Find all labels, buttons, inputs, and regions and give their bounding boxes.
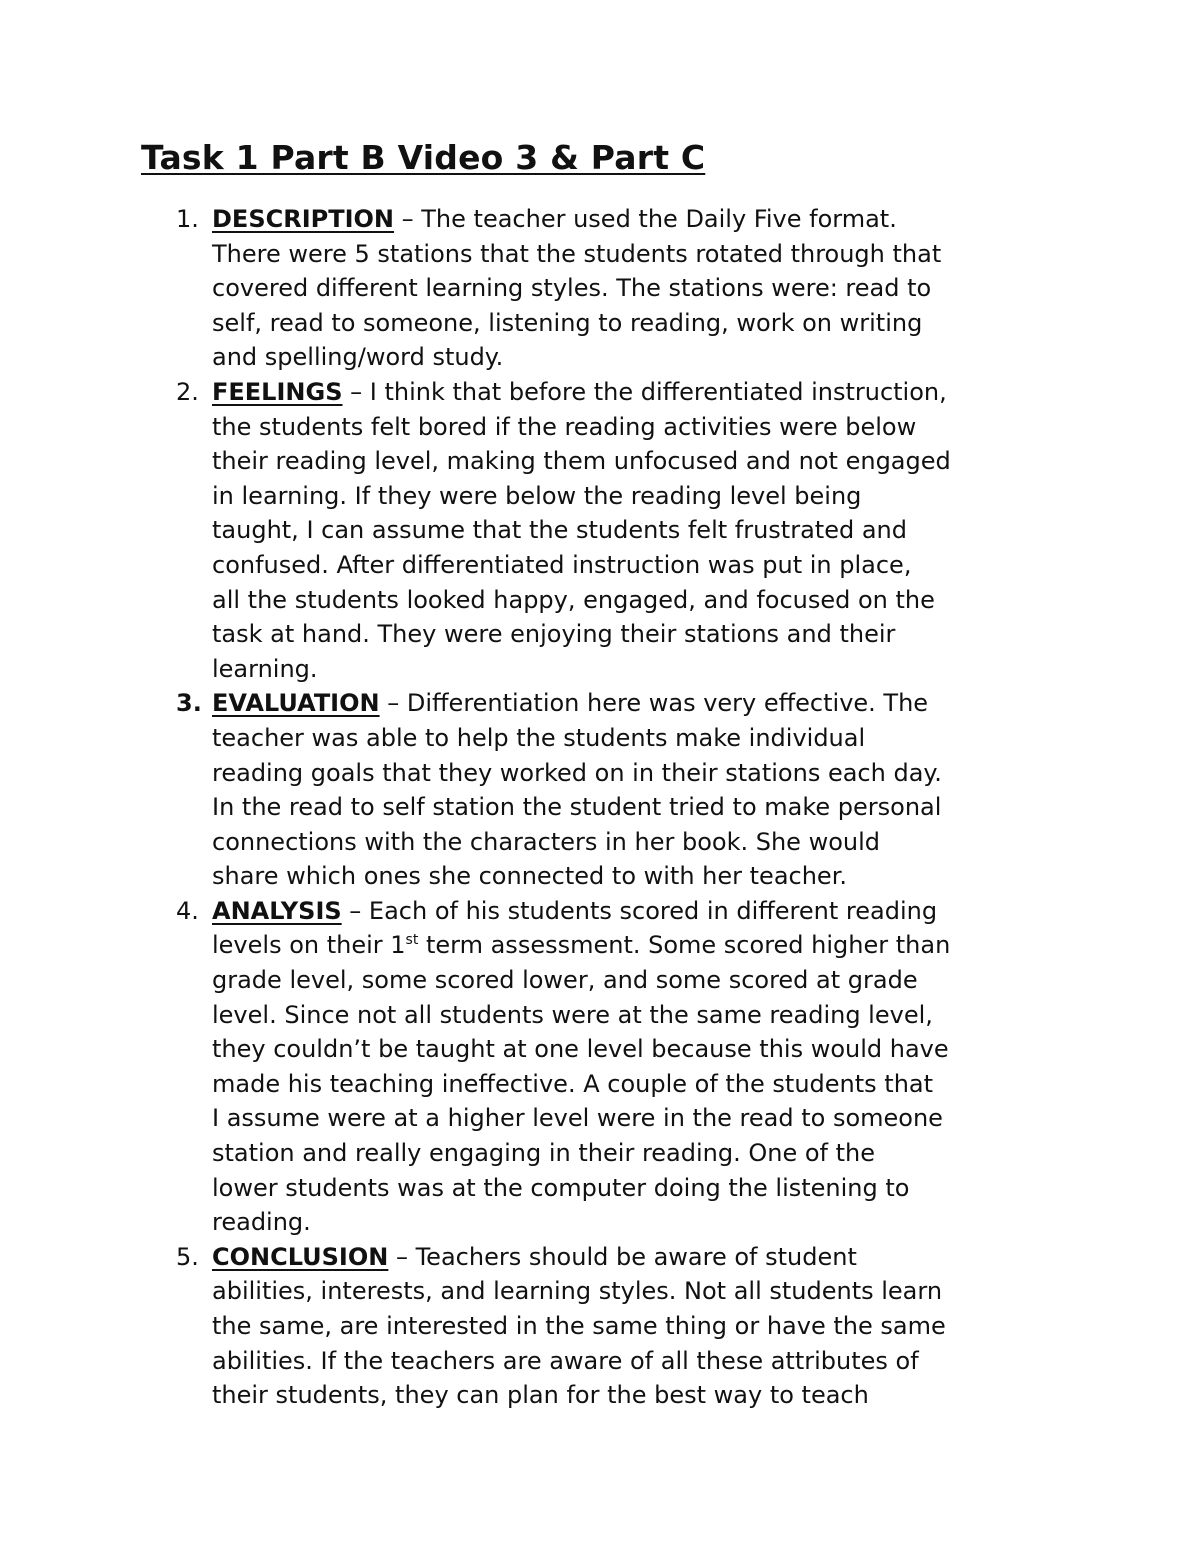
item-line: There were 5 stations that the students rotated through that — [212, 239, 942, 268]
item-line: their students, they can plan for the best way to teach — [212, 1381, 869, 1410]
item-line: the same, are interested in the same thing or have the same — [212, 1312, 946, 1340]
item-number: 3. — [176, 689, 202, 718]
item-line: teacher was able to help the students make individual — [212, 723, 866, 752]
item-line — [212, 928, 1062, 963]
item-line: their reading level, making them unfocused and not engaged — [212, 447, 951, 476]
item-line: abilities. If the teachers are aware of all these attributes of — [212, 1346, 919, 1375]
item-text: term assessment. Some scored higher than — [418, 931, 951, 960]
item-text: levels on their 1 — [212, 931, 406, 960]
item-text: – The teacher used the Daily Five format. — [394, 205, 897, 233]
item-number: 2. — [176, 377, 199, 406]
item-line: reading. — [212, 1208, 311, 1237]
item-line: taught, I can assume that the students felt frustrated and — [212, 516, 907, 545]
item-line: station and really engaging in their reading. One of the — [212, 1139, 875, 1168]
item-heading: FEELINGS — [212, 377, 343, 406]
item-line — [212, 686, 1062, 721]
item-line: confused. After differentiated instruction was put in place, — [212, 550, 912, 579]
item-line: covered different learning styles. The stations were: read to — [212, 274, 932, 303]
item-line: grade level, some scored lower, and some scored at grade — [212, 966, 918, 995]
item-text: – Each of his students scored in different reading — [341, 896, 938, 925]
item-heading: ANALYSIS — [212, 896, 342, 925]
item-text: – Differentiation here was very effective. The — [379, 689, 929, 718]
ordinal-suffix: st — [405, 932, 419, 949]
item-heading: DESCRIPTION — [212, 205, 395, 233]
item-number: 5. — [176, 1242, 199, 1271]
item-line: connections with the characters in her book. She would — [212, 827, 880, 856]
item-line — [212, 894, 1062, 929]
reflection-list — [0, 202, 1062, 1413]
item-text: – I think that before the differentiated instruction, — [342, 377, 947, 406]
item-number: 1. — [176, 205, 199, 233]
item-text: – Teachers should be aware of student — [388, 1242, 857, 1271]
item-heading: CONCLUSION — [212, 1242, 389, 1271]
item-line: self, read to someone, listening to reading, work on writing — [212, 308, 923, 337]
list-item-description — [0, 202, 1062, 375]
item-line: lower students was at the computer doing the listening to — [212, 1173, 910, 1202]
item-line: In the read to self station the student tried to make personal — [212, 793, 942, 822]
item-line — [212, 1240, 1062, 1275]
item-line — [212, 202, 1062, 237]
item-line: they couldn’t be taught at one level because this would have — [212, 1035, 949, 1064]
item-line: task at hand. They were enjoying their stations and their — [212, 620, 896, 649]
list-item-evaluation — [0, 686, 1062, 894]
item-heading: EVALUATION — [212, 689, 380, 718]
item-line: abilities, interests, and learning styles. Not all students learn — [212, 1277, 943, 1306]
document-title: Task 1 Part B Video 3 & Part C — [141, 138, 706, 177]
list-item-feelings — [0, 375, 1062, 686]
item-line: in learning. If they were below the reading level being — [212, 481, 862, 510]
list-item-conclusion — [0, 1240, 1062, 1413]
item-line: share which ones she connected to with her teacher. — [212, 862, 847, 891]
item-number: 4. — [176, 896, 199, 925]
list-item-analysis — [0, 894, 1062, 1240]
item-line: and spelling/word study. — [212, 343, 504, 372]
item-line — [212, 375, 1062, 410]
item-line: level. Since not all students were at the same reading level, — [212, 1000, 933, 1029]
item-line: learning. — [212, 654, 318, 683]
item-line: made his teaching ineffective. A couple of the students that — [212, 1069, 934, 1098]
item-line: the students felt bored if the reading activities were below — [212, 412, 917, 441]
item-line: I assume were at a higher level were in the read to someone — [212, 1104, 943, 1133]
item-line: all the students looked happy, engaged, and focused on the — [212, 585, 935, 614]
item-line: reading goals that they worked on in their stations each day. — [212, 758, 942, 787]
